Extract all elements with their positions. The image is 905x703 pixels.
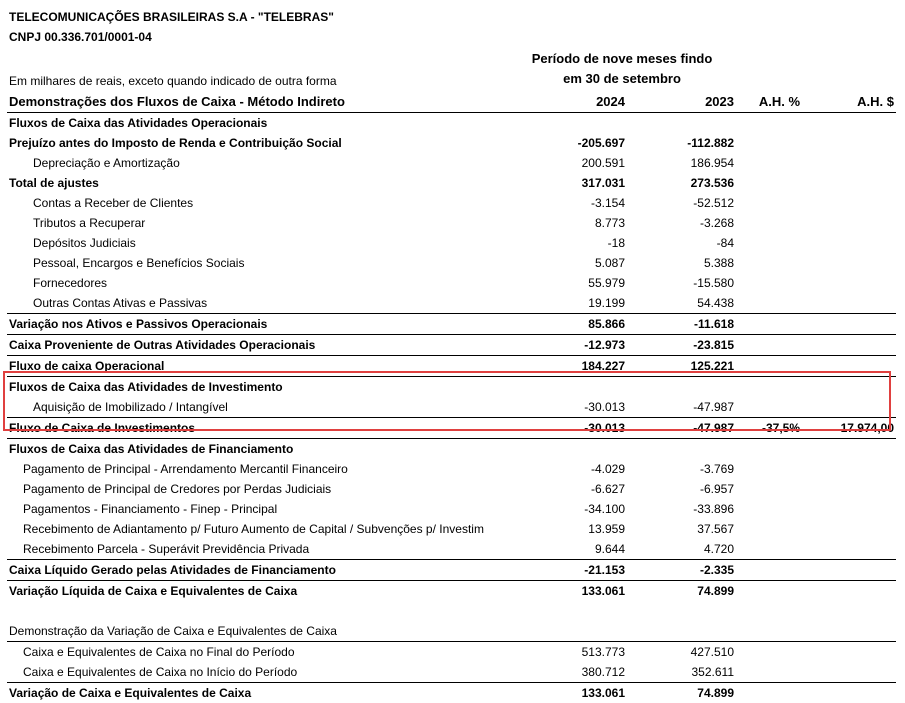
table-row: Contas a Receber de Clientes -3.154 -52.512 bbox=[7, 193, 896, 213]
statement-title: Demonstrações dos Fluxos de Caixa - Método Indireto bbox=[7, 92, 511, 113]
table-row: Depreciação e Amortização 200.591 186.954 bbox=[7, 153, 896, 173]
table-row: Outras Contas Ativas e Passivas 19.199 54.438 bbox=[7, 293, 896, 314]
company-cnpj: CNPJ 00.336.701/0001-04 bbox=[9, 30, 152, 44]
column-header-ah-percent: A.H. % bbox=[736, 92, 802, 113]
final-total-row: Variação de Caixa e Equivalentes de Caixa 133.061 74.899 bbox=[7, 683, 896, 703]
table-row: Pagamento de Principal de Credores por Perdas Judiciais -6.627 -6.957 bbox=[7, 479, 896, 499]
section-financing-heading: Fluxos de Caixa das Atividades de Financiamento bbox=[7, 439, 896, 460]
table-row: Pagamento de Principal - Arrendamento Mercantil Financeiro -4.029 -3.769 bbox=[7, 459, 896, 479]
company-name: TELECOMUNICAÇÕES BRASILEIRAS S.A - "TELEBRAS" bbox=[9, 10, 334, 24]
total-row-operating: Fluxo de caixa Operacional 184.227 125.221 bbox=[7, 356, 896, 377]
units-note: Em milhares de reais, exceto quando indicado de outra forma bbox=[9, 74, 337, 88]
section-operating-heading: Fluxos de Caixa das Atividades Operacionais bbox=[7, 113, 896, 134]
table-row: Recebimento de Adiantamento p/ Futuro Aumento de Capital / Subvenções p/ Investim 13.959 37.567 bbox=[7, 519, 896, 539]
period-line-1: Período de nove meses findo bbox=[508, 49, 736, 69]
total-row-financing: Caixa Líquido Gerado pelas Atividades de Financiamento -21.153 -2.335 bbox=[7, 560, 896, 581]
column-header-ah-value: A.H. $ bbox=[802, 92, 896, 113]
spacer-row bbox=[7, 601, 896, 621]
table-header-row bbox=[7, 92, 896, 113]
ah-percent-value: -37,5% bbox=[736, 418, 802, 439]
period-line-2: em 30 de setembro bbox=[508, 69, 736, 89]
table-row: Caixa e Equivalentes de Caixa no Final do Período 513.773 427.510 bbox=[7, 642, 896, 663]
net-change-row: Variação Líquida de Caixa e Equivalentes de Caixa 133.061 74.899 bbox=[7, 581, 896, 602]
section-cash-variation-heading: Demonstração da Variação de Caixa e Equivalentes de Caixa bbox=[7, 621, 896, 642]
table-row: Tributos a Recuperar 8.773 -3.268 bbox=[7, 213, 896, 233]
table-row: Aquisição de Imobilizado / Intangível -30.013 -47.987 bbox=[7, 397, 896, 418]
cash-flow-table bbox=[7, 92, 896, 703]
subtotal-row: Caixa Proveniente de Outras Atividades Operacionais -12.973 -23.815 bbox=[7, 335, 896, 356]
section-investing-heading: Fluxos de Caixa das Atividades de Investimento bbox=[7, 377, 896, 398]
column-header-2023: 2023 bbox=[627, 92, 736, 113]
table-row: Recebimento Parcela - Superávit Previdência Privada 9.644 4.720 bbox=[7, 539, 896, 560]
column-header-2024: 2024 bbox=[511, 92, 627, 113]
table-row: Pagamentos - Financiamento - Finep - Principal -34.100 -33.896 bbox=[7, 499, 896, 519]
table-row: Caixa e Equivalentes de Caixa no Início do Período 380.712 352.611 bbox=[7, 662, 896, 683]
table-row: Pessoal, Encargos e Benefícios Sociais 5.087 5.388 bbox=[7, 253, 896, 273]
subtotal-row: Total de ajustes 317.031 273.536 bbox=[7, 173, 896, 193]
subtotal-row: Variação nos Ativos e Passivos Operacionais 85.866 -11.618 bbox=[7, 314, 896, 335]
total-row-investing: Fluxo de Caixa de Investimentos -30.013 -47.987 -37,5% 17.974,00 bbox=[7, 418, 896, 439]
ah-amount-value: 17.974,00 bbox=[802, 418, 896, 439]
table-row: Fornecedores 55.979 -15.580 bbox=[7, 273, 896, 293]
period-heading bbox=[508, 49, 736, 89]
table-row: Prejuízo antes do Imposto de Renda e Contribuição Social -205.697 -112.882 bbox=[7, 133, 896, 153]
table-row: Depósitos Judiciais -18 -84 bbox=[7, 233, 896, 253]
